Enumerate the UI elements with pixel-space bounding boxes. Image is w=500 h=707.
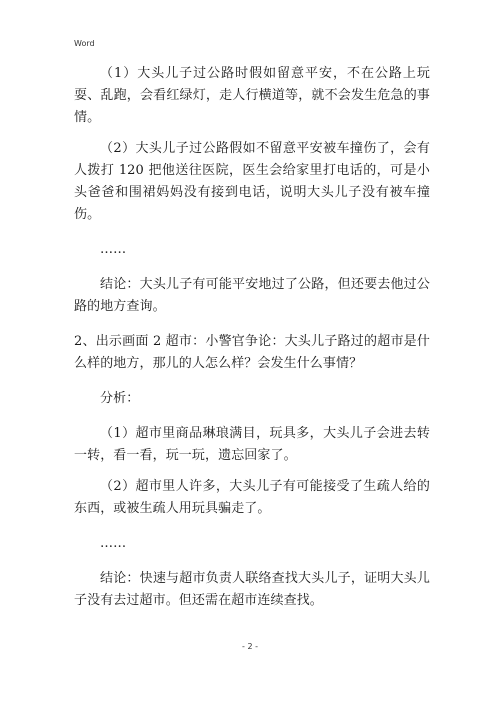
document-body: [74, 63, 430, 612]
ellipsis-1: ……: [100, 242, 127, 257]
ellipsis-2: ……: [100, 536, 127, 551]
paragraph-analysis-label: 分析：: [100, 391, 140, 406]
paragraph-section-2: 2、出示画面 2 超市：小警官争论：大头儿子路过的超市是什么样的地方，那儿的人怎么样？会发生什么事情？: [74, 334, 430, 371]
paragraph-analysis-1: （1）超市里商品琳琅满目，玩具多，大头儿子会进去转一转，看一看，玩一玩，遗忘回家了。: [74, 426, 430, 463]
header-label: Word: [74, 39, 95, 48]
paragraph-conclusion-1: 结论：大头儿子有可能平安地过了公路，但还要去他过公路的地方查询。: [74, 277, 430, 314]
page-number: - 2 -: [242, 642, 258, 651]
paragraph-analysis-2: （2）超市里人许多，大头儿子有可能接受了生疏人给的东西，或被生疏人用玩具骗走了。: [74, 479, 430, 516]
paragraph-point-1: （1）大头儿子过公路时假如留意平安，不在公路上玩耍、乱跑，会看红绿灯，走人行横道等，就不会发生危急的事情。: [74, 66, 430, 125]
paragraph-point-2: （2）大头儿子过公路假如不留意平安被车撞伤了，会有人拨打 120 把他送往医院，医生会给家里打电话的，可是小头爸爸和围裙妈妈没有接到电话，说明大头儿子没有被车撞伤。: [74, 141, 430, 222]
paragraph-conclusion-2: 结论：快速与超市负责人联络查找大头儿子，证明大头儿子没有去过超市。但还需在超市连续查找。: [74, 571, 430, 608]
